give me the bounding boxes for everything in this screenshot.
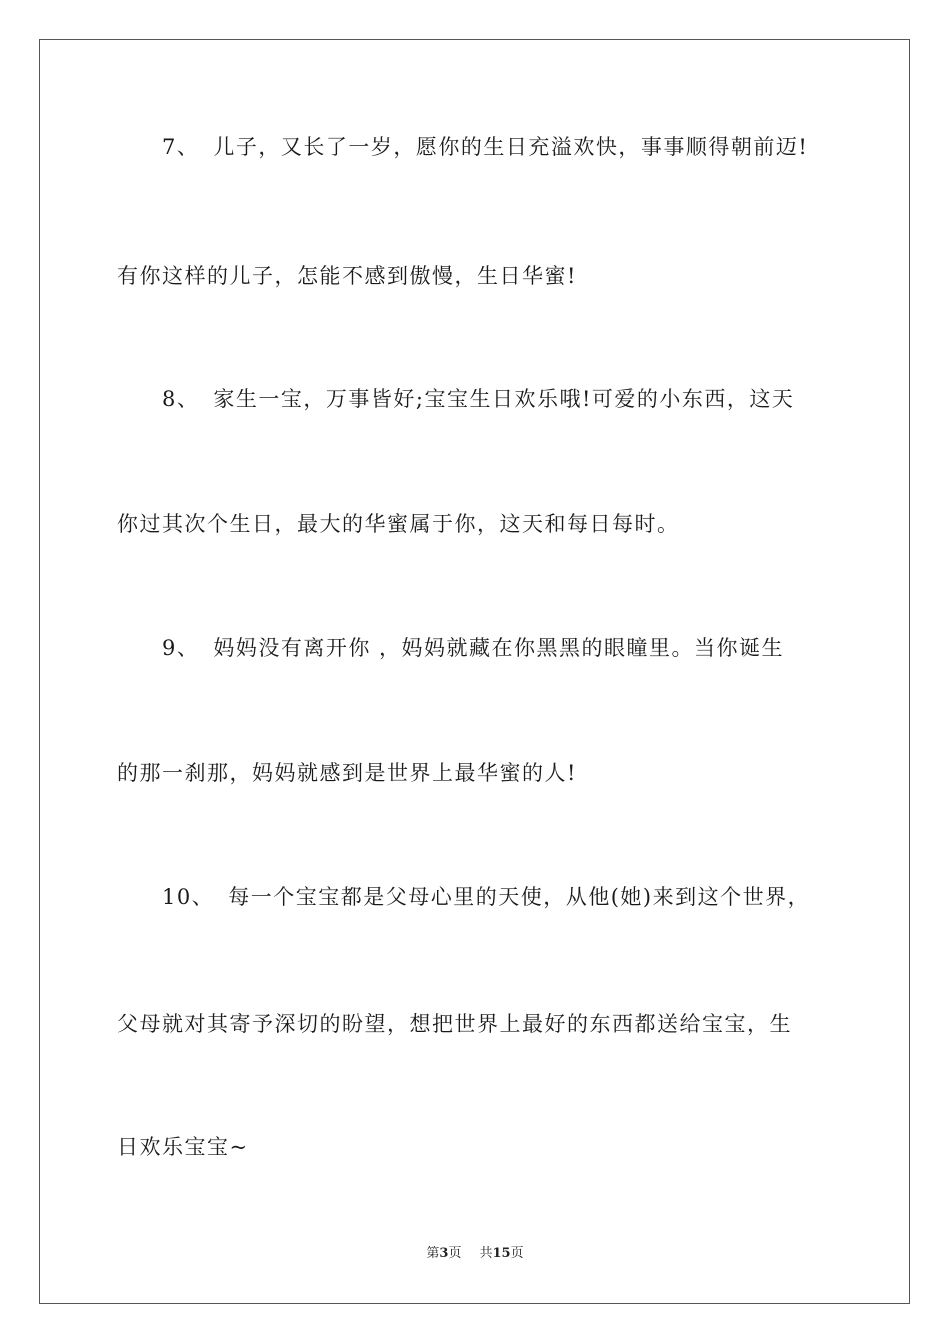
- paragraph-text: 家生一宝，万事皆好;宝宝生日欢乐哦!可爱的小东西，这天: [213, 387, 795, 411]
- paragraph-7-line-2: 有你这样的儿子，怎能不感到傲慢，生日华蜜!: [117, 264, 577, 288]
- total-suffix: 页: [510, 1246, 524, 1261]
- paragraph-7-line-1: [162, 133, 808, 161]
- page-footer: [0, 1245, 950, 1263]
- paragraph-number: 10、: [162, 885, 215, 909]
- paragraph-9-line-1: [162, 634, 784, 662]
- page-prefix: 第: [426, 1246, 440, 1261]
- paragraph-8-line-1: [162, 385, 794, 413]
- paragraph-text: 每一个宝宝都是父母心里的天使，从他(她)来到这个世界，: [228, 885, 811, 909]
- paragraph-10-line-2: 父母就对其寄予深切的盼望，想把世界上最好的东西都送给宝宝，生: [117, 1012, 792, 1036]
- page-current: 3: [439, 1246, 449, 1261]
- page-border: [39, 39, 910, 1304]
- paragraph-text: 妈妈没有离开你 ，妈妈就藏在你黑黑的眼瞳里。当你诞生: [213, 636, 785, 660]
- paragraph-number: 8、: [162, 387, 200, 411]
- paragraph-9-line-2: 的那一刹那，妈妈就感到是世界上最华蜜的人!: [117, 761, 577, 785]
- paragraph-10-line-1: [162, 883, 810, 911]
- paragraph-8-line-2: 你过其次个生日，最大的华蜜属于你，这天和每日每时。: [117, 512, 680, 536]
- total-prefix: 共: [479, 1246, 493, 1261]
- page-suffix: 页: [448, 1246, 462, 1261]
- paragraph-text: 儿子，又长了一岁，愿你的生日充溢欢快，事事顺得朝前迈!: [213, 135, 809, 159]
- paragraph-number: 9、: [162, 636, 200, 660]
- paragraph-10-line-3: 日欢乐宝宝~: [117, 1135, 249, 1159]
- paragraph-number: 7、: [162, 135, 200, 159]
- page-total: 15: [492, 1246, 511, 1261]
